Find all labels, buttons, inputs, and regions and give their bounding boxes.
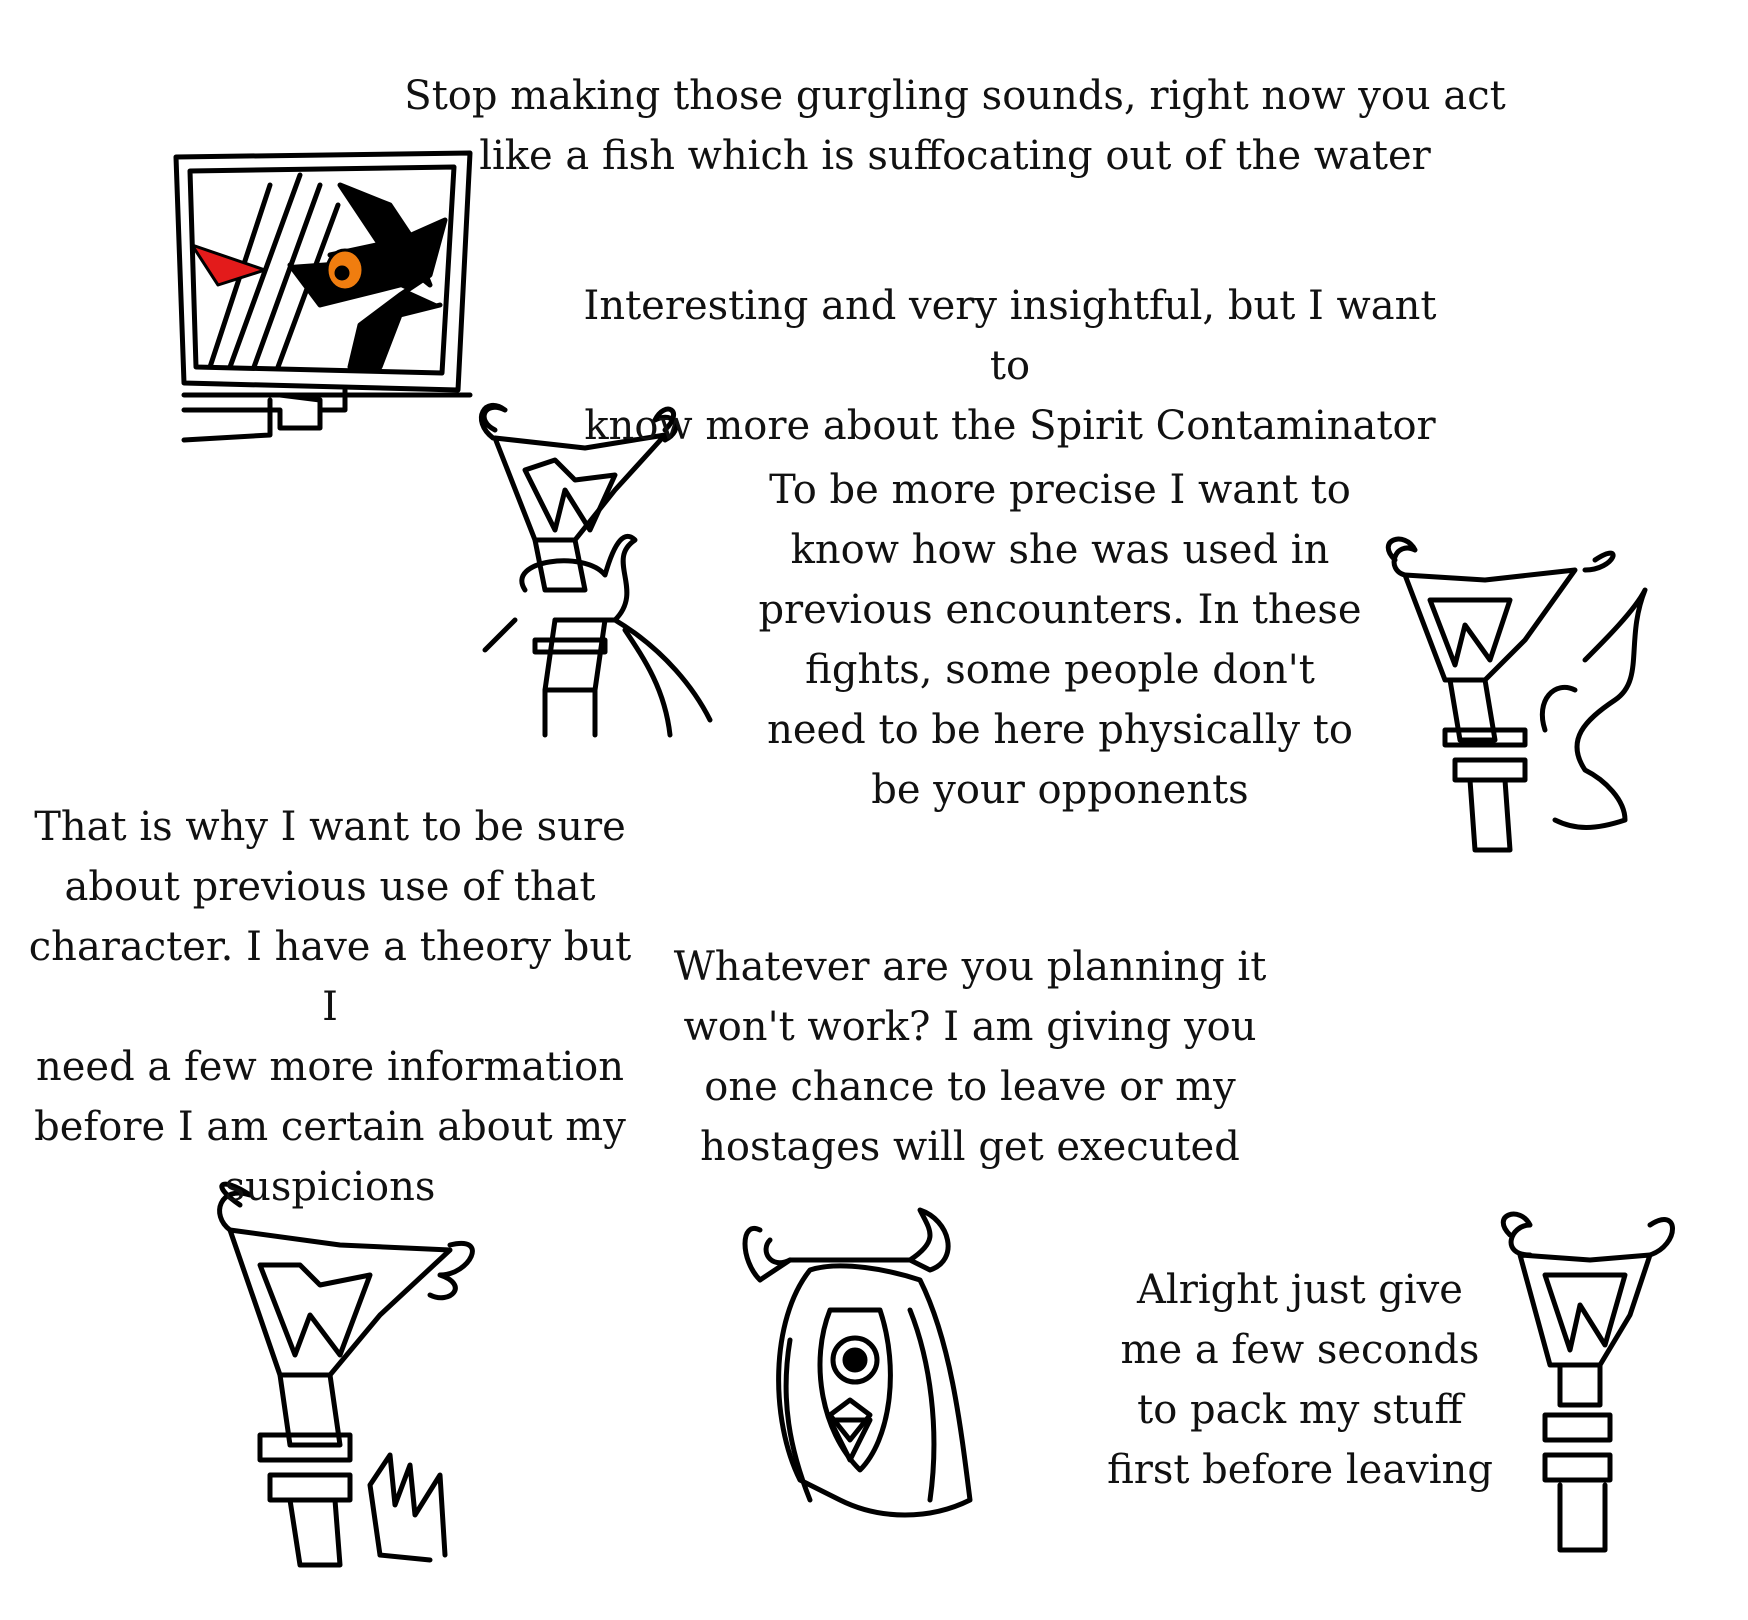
hooded-creature-drawing <box>730 1200 1000 1530</box>
torch-hero-drawing <box>1375 530 1715 870</box>
dialogue-text-2: Interesting and very insightful, but I want to know more about the Spirit Contaminator <box>583 283 1437 449</box>
torch-hero-drawing <box>200 1175 520 1575</box>
dialogue-text-3: To be more precise I want to know how she was used in previous encounters. In these fights, some people don't need to be here physically to be your opponents <box>758 467 1362 813</box>
dialogue-text-5: Whatever are you planning it won't work? I am giving you one chance to leave or my hostages will get executed <box>673 944 1267 1170</box>
dialogue-text-4: That is why I want to be sure about previous use of that character. I have a theory but I need a few more information before I am certain about my suspicions <box>28 804 632 1210</box>
dialogue-text-6: Alright just give me a few seconds to pack my stuff first before leaving <box>1107 1267 1493 1493</box>
torch-hero-drawing <box>1490 1205 1690 1565</box>
dialogue-text-1: Stop making those gurgling sounds, right now you act like a fish which is suffocating out of the water <box>404 73 1506 179</box>
monitor-villain-drawing <box>170 145 480 445</box>
